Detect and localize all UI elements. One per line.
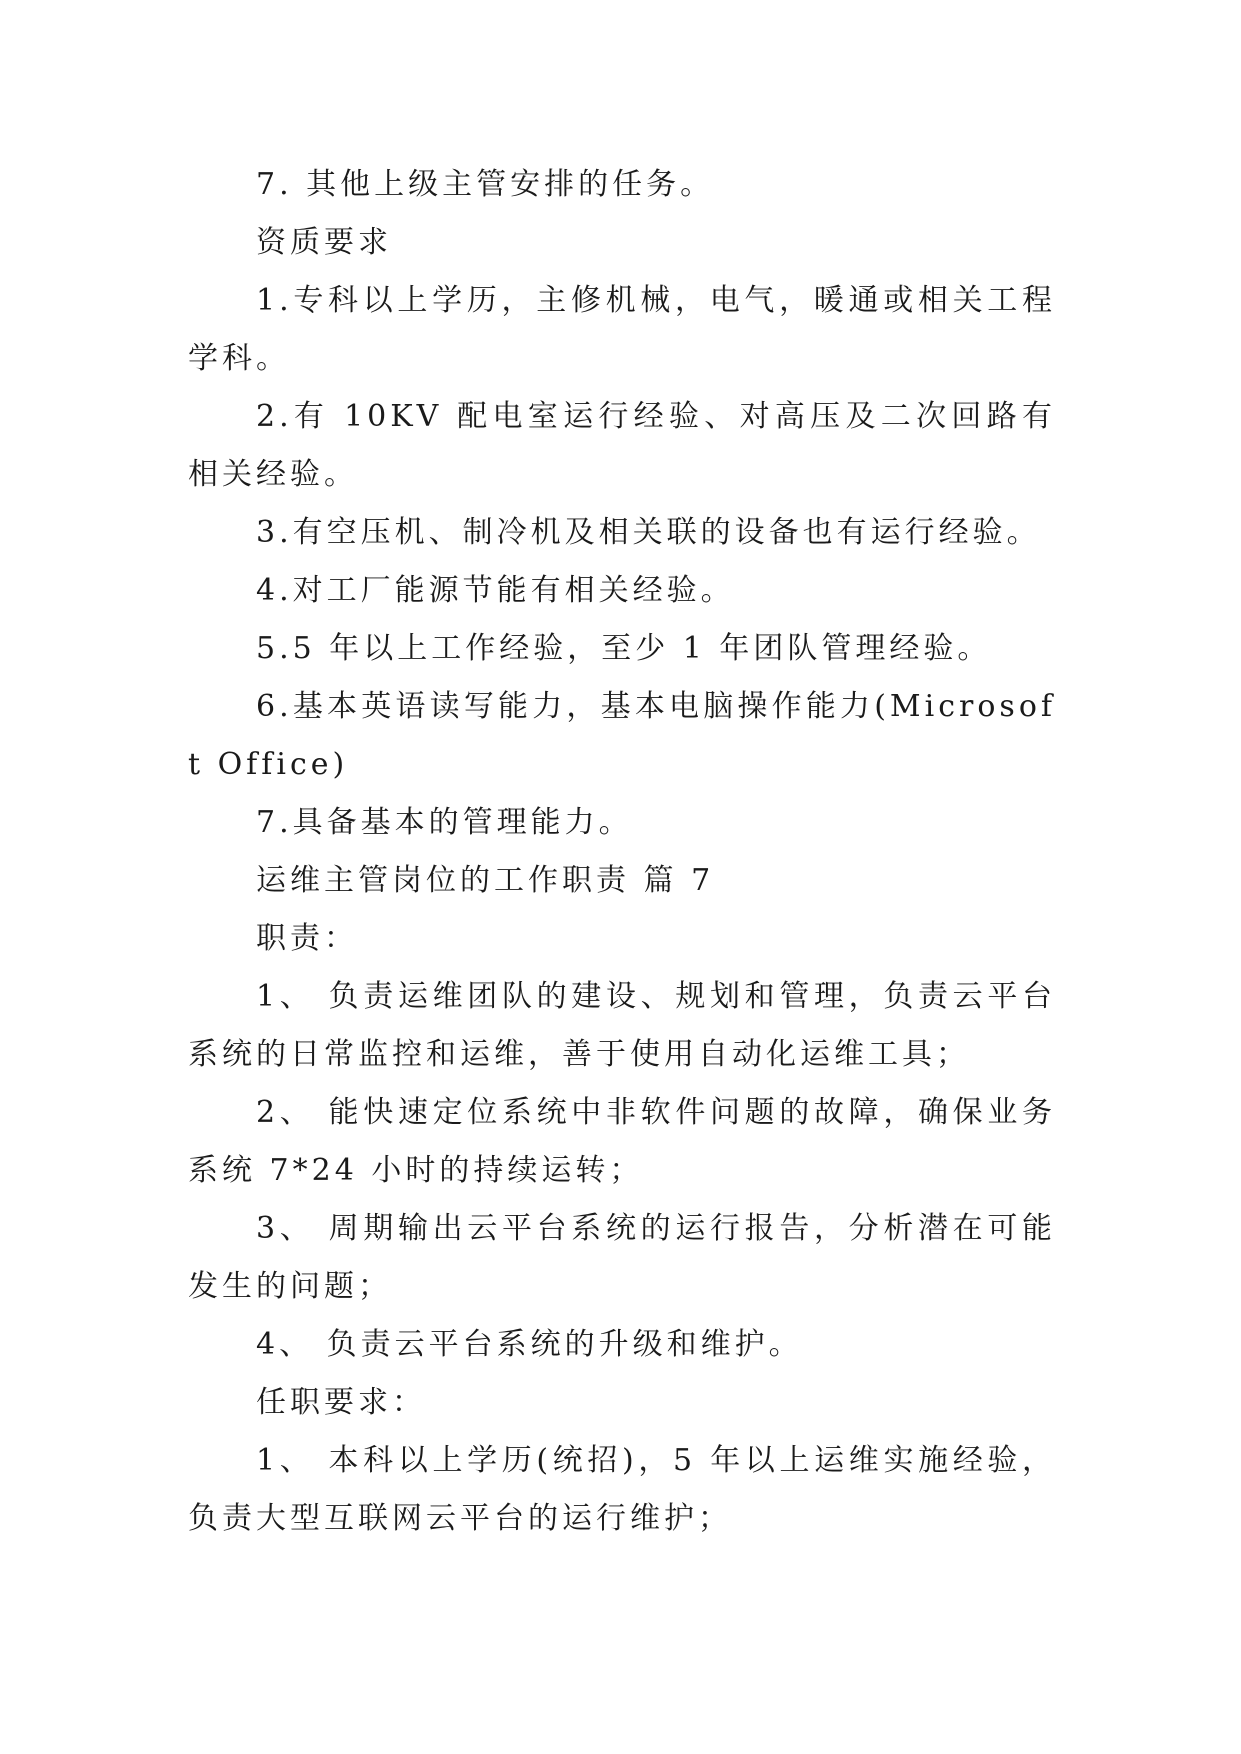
list-item-english-computer: 6.基本英语读写能力，基本电脑操作能力(Microsoft Office) <box>188 689 1056 782</box>
list-item-duty-2: 2、 能快速定位系统中非软件问题的故障，确保业务系统 7*24 小时的持续运转； <box>188 1095 1056 1188</box>
list-item-substation-experience: 2.有 10KV 配电室运行经验、对高压及二次回路有相关经验。 <box>188 399 1056 492</box>
list-item-duty-4: 4、 负责云平台系统的升级和维护。 <box>256 1327 803 1362</box>
list-item-education: 1.专科以上学历，主修机械，电气，暖通或相关工程学科。 <box>188 283 1056 376</box>
list-item-duty-3: 3、 周期输出云平台系统的运行报告，分析潜在可能发生的问题； <box>188 1211 1056 1304</box>
document-page <box>188 156 1056 1548</box>
list-item-work-experience: 5.5 年以上工作经验，至少 1 年团队管理经验。 <box>256 631 992 666</box>
list-item-equipment-experience: 3.有空压机、制冷机及相关联的设备也有运行经验。 <box>256 515 1041 550</box>
list-item-energy-experience: 4.对工厂能源节能有相关经验。 <box>256 573 735 608</box>
list-item-management: 7.具备基本的管理能力。 <box>256 805 633 840</box>
list-item-duty-1: 1、 负责运维团队的建设、规划和管理，负责云平台系统的日常监控和运维，善于使用自动化运维工具； <box>188 979 1056 1072</box>
section-heading-requirements: 任职要求： <box>256 1385 426 1420</box>
list-item-other-tasks: 7. 其他上级主管安排的任务。 <box>256 167 715 202</box>
section-title-part-7: 运维主管岗位的工作职责 篇 7 <box>256 863 715 898</box>
list-item-requirement-1: 1、 本科以上学历(统招)，5 年以上运维实施经验，负责大型互联网云平台的运行维护； <box>188 1443 1056 1536</box>
section-heading-duties: 职责： <box>256 921 358 956</box>
section-heading-qualifications: 资质要求 <box>256 225 392 260</box>
